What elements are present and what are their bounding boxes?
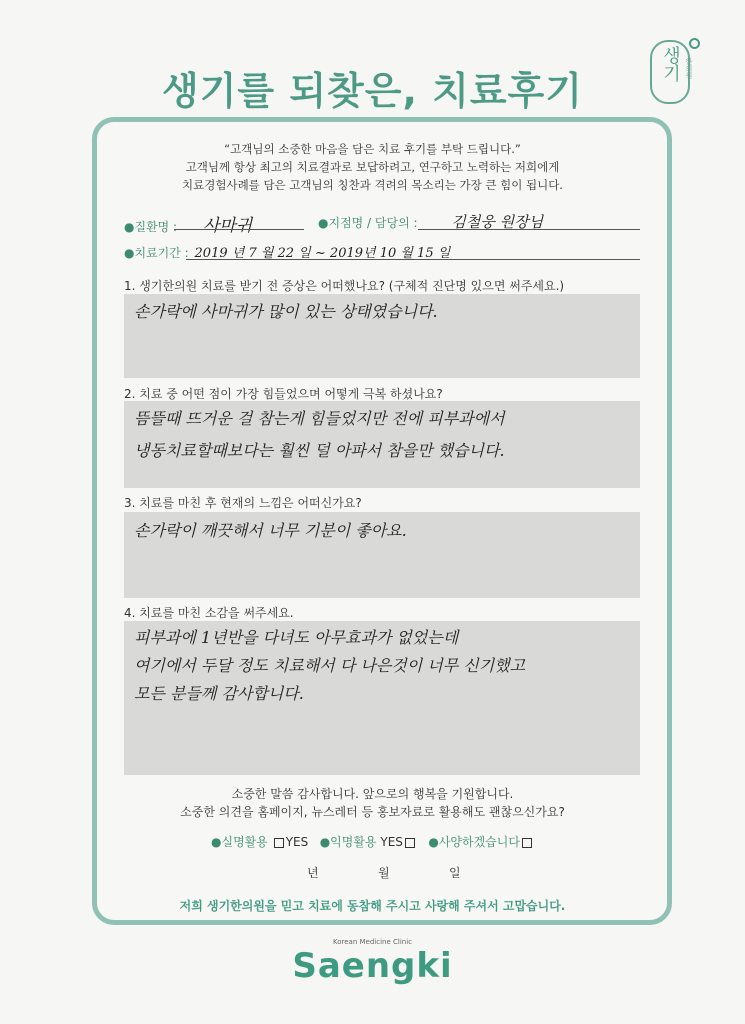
answer-line: 피부과에 1년반을 다녀도 아무효과가 없었는데 (134, 628, 459, 647)
anonymous-label: ●익명활용 (319, 835, 377, 849)
logo-sub-text: 한의원 (685, 58, 693, 79)
saengki-brand-logo (0, 938, 745, 986)
disease-underline (174, 229, 304, 230)
branch-underline (418, 229, 640, 230)
closing-text (0, 785, 745, 821)
period-underline (186, 259, 640, 260)
real-name-checkbox[interactable] (274, 838, 284, 848)
disease-label: ●질환명 : (124, 220, 178, 234)
intro-line: “고객님의 소중한 마음을 담은 치료 후기를 부탁 드립니다.” (224, 142, 521, 156)
decline-checkbox[interactable] (522, 838, 532, 848)
question-3: 3. 치료를 마친 후 현재의 느낌은 어떠신가요? (124, 496, 362, 510)
answer-2 (134, 403, 505, 467)
answer-3 (134, 515, 407, 547)
disease-value[interactable]: 사마귀 (202, 216, 253, 236)
answer-line: 여기에서 두달 정도 치료해서 다 나은것이 너무 신기했고 (134, 656, 526, 675)
question-1: 1. 생기한의원 치료를 받기 전 증상은 어떠했나요? (구체적 진단명 있으면 써주세요.) (124, 279, 565, 293)
decline-label: ●사양하겠습니다 (428, 835, 520, 849)
period-label: ●치료기간 : (124, 246, 189, 260)
question-2: 2. 치료 중 어떤 점이 가장 힘들었으며 어떻게 극복 하셨나요? (124, 387, 443, 401)
intro-text (0, 140, 745, 194)
real-name-yes: YES (285, 835, 309, 849)
closing-line: 소중한 의견을 홈페이지, 뉴스레터 등 홍보자료로 활용해도 괜찮으신가요? (180, 805, 565, 819)
answer-4 (134, 624, 525, 708)
answer-line: 모든 분들께 감사합니다. (134, 684, 304, 703)
consent-options (0, 833, 745, 850)
period-value[interactable]: 2019 년 7 월 22 일 ~ 2019년 10 월 15 일 (194, 246, 451, 261)
anonymous-yes: YES (380, 835, 403, 849)
brand-name: Saengki (292, 946, 453, 986)
date-month[interactable]: 월 (378, 866, 390, 880)
question-4: 4. 치료를 마친 소감을 써주세요. (124, 606, 294, 620)
closing-line: 소중한 말씀 감사합니다. 앞으로의 행복을 기원합니다. (231, 787, 514, 801)
date-year[interactable]: 년 (307, 866, 319, 880)
answer-line: 뜸뜰때 뜨거운 걸 참는게 힘들었지만 전에 피부과에서 (134, 409, 505, 428)
date-day[interactable]: 일 (449, 866, 461, 880)
saengki-logo-mark (650, 40, 693, 104)
real-name-label: ●실명활용 (211, 835, 268, 849)
answer-line: 손가락이 깨끗해서 너무 기분이 좋아요. (134, 521, 407, 540)
answer-line: 손가락에 사마귀가 많이 있는 상태였습니다. (134, 302, 438, 321)
answer-line: 냉동치료할때보다는 훨씬 덜 아파서 참을만 했습니다. (134, 441, 505, 460)
thanks-message: 저희 생기한의원을 믿고 치료에 동참해 주시고 사랑해 주셔서 고맙습니다. (179, 899, 566, 913)
disease-field (124, 211, 252, 236)
logo-dot-icon (689, 38, 700, 49)
form-title: 생기를 되찾은, 치료후기 (162, 69, 583, 113)
anonymous-checkbox[interactable] (405, 838, 415, 848)
intro-line: 치료경험사례를 담은 고객님의 칭찬과 격려의 목소리는 가장 큰 힘이 됩니다. (182, 178, 563, 192)
brand-tagline: Korean Medicine Clinic (332, 938, 412, 946)
intro-line: 고객님께 항상 최고의 치료결과로 보답하려고, 연구하고 노력하는 저희에게 (185, 160, 560, 174)
logo-main-text: 생기 (660, 46, 681, 82)
branch-label: ●지점명 / 담당의 : (318, 216, 418, 230)
answer-1 (134, 296, 438, 328)
branch-value[interactable]: 김철웅 원장님 (451, 213, 544, 231)
